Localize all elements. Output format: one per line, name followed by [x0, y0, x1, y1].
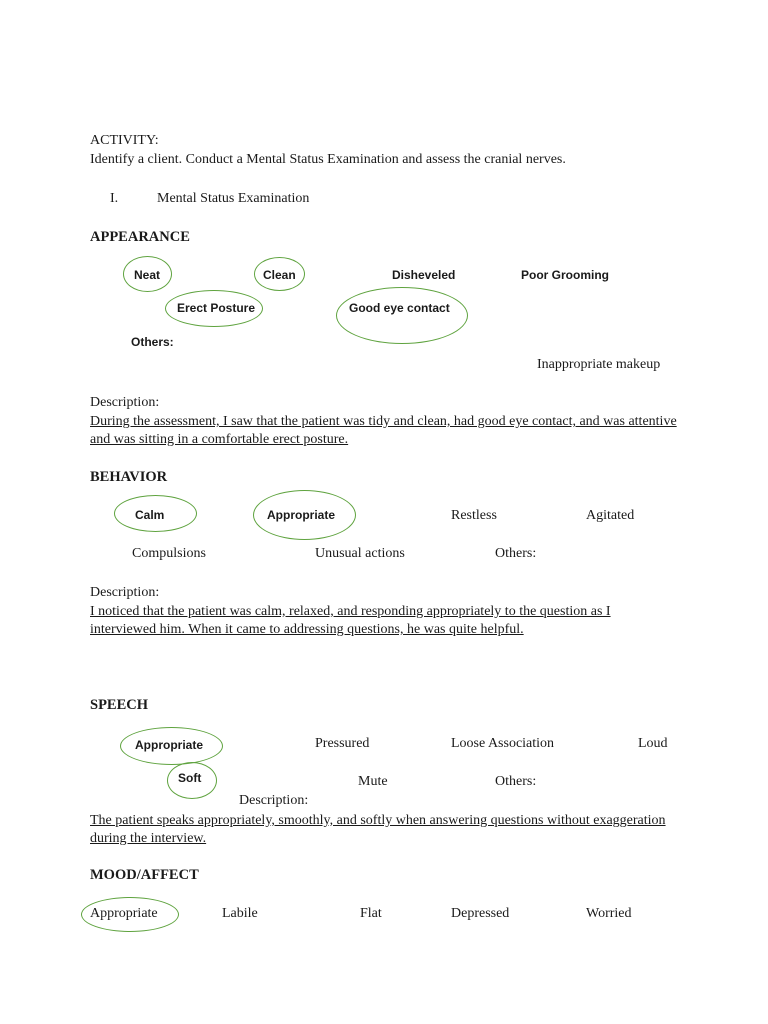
- option-appropriate: Appropriate: [267, 508, 336, 522]
- option-agitated: Agitated: [586, 508, 635, 523]
- section-title: Mental Status Examination: [157, 191, 310, 206]
- description-label: Description:: [90, 585, 160, 600]
- appearance-description: During the assessment, I saw that the patient was tidy and clean, had good eye contact, and was attentive and was sitting in a comfortable erect posture.: [90, 414, 677, 447]
- option-unusual-actions: Unusual actions: [315, 546, 405, 561]
- option-mute: Mute: [358, 774, 388, 789]
- option-pressured: Pressured: [315, 736, 370, 751]
- option-others: Others:: [495, 546, 537, 561]
- option-appropriate: Appropriate: [90, 906, 158, 921]
- option-erect-posture: Erect Posture: [177, 301, 256, 315]
- option-good-eye-contact: Good eye contact: [349, 301, 450, 315]
- option-appropriate: Appropriate: [135, 738, 204, 752]
- option-restless: Restless: [451, 508, 497, 523]
- behavior-description: I noticed that the patient was calm, relaxed, and responding appropriately to the question as I interviewed him. When it came to addressing questions, he was quite helpful.: [90, 604, 611, 637]
- description-label: Description:: [90, 395, 160, 410]
- speech-heading: SPEECH: [90, 697, 149, 713]
- option-clean: Clean: [263, 268, 296, 282]
- option-flat: Flat: [360, 906, 382, 921]
- option-labile: Labile: [222, 906, 258, 921]
- option-compulsions: Compulsions: [132, 546, 206, 561]
- speech-description: The patient speaks appropriately, smoothly, and softly when answering questions without exaggeration during the interview.: [90, 813, 666, 846]
- option-soft: Soft: [178, 771, 202, 785]
- option-worried: Worried: [586, 906, 632, 921]
- option-poor-grooming: Poor Grooming: [521, 268, 609, 282]
- section-number: I.: [110, 191, 119, 206]
- option-loud: Loud: [638, 736, 668, 751]
- description-label: Description:: [239, 793, 309, 808]
- appearance-heading: APPEARANCE: [90, 229, 190, 245]
- behavior-heading: BEHAVIOR: [90, 469, 168, 485]
- mood-affect-heading: MOOD/AFFECT: [90, 867, 199, 883]
- option-depressed: Depressed: [451, 906, 510, 921]
- option-calm: Calm: [135, 508, 165, 522]
- option-neat: Neat: [134, 268, 161, 282]
- option-loose-association: Loose Association: [451, 736, 555, 751]
- option-inappropriate-makeup: Inappropriate makeup: [537, 357, 661, 372]
- others-label: Others:: [131, 335, 174, 349]
- activity-text: Identify a client. Conduct a Mental Status Examination and assess the cranial nerves.: [90, 152, 566, 167]
- option-others: Others:: [495, 774, 537, 789]
- activity-label: ACTIVITY:: [90, 133, 159, 148]
- option-disheveled: Disheveled: [392, 268, 456, 282]
